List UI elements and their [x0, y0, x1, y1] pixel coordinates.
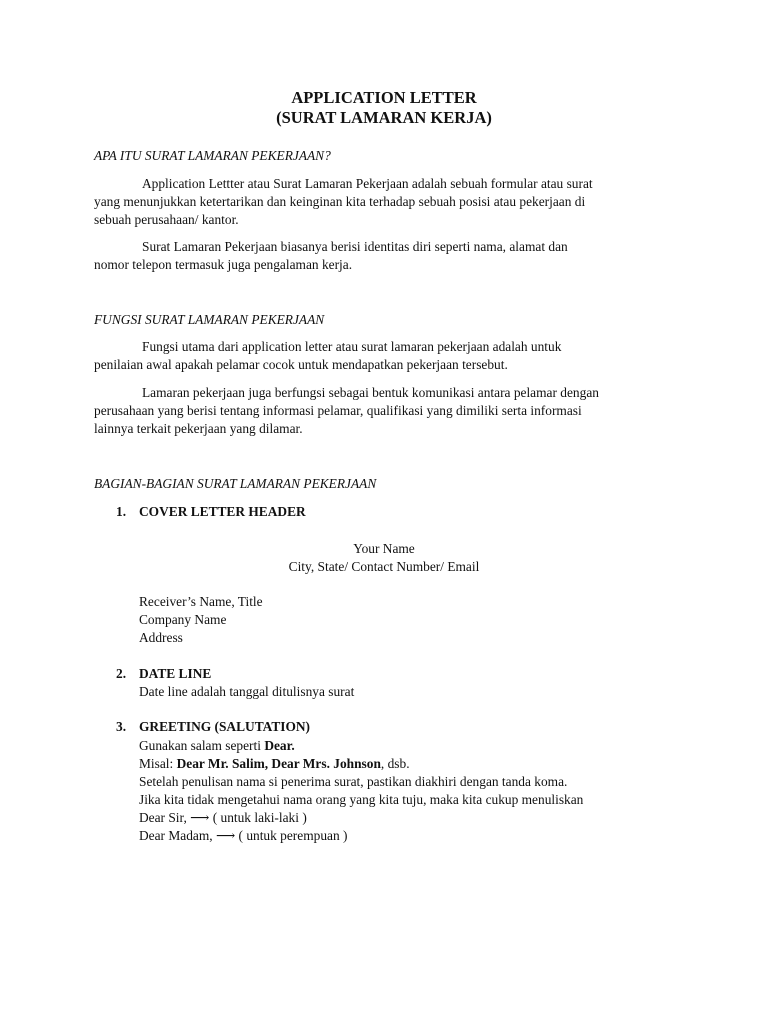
- item-title-greeting: GREETING (SALUTATION): [139, 719, 311, 734]
- paragraph-line: penilaian awal apakah pelamar cocok untuk mendapatkan pekerjaan tersebut.: [94, 357, 508, 372]
- item-title-date-line: DATE LINE: [139, 666, 212, 681]
- greeting-line-1: [139, 737, 295, 755]
- paragraph-line: Application Lettter atau Surat Lamaran Pekerjaan adalah sebuah formular atau surat: [142, 176, 593, 191]
- document-subtitle: (SURAT LAMARAN KERJA): [276, 108, 492, 127]
- document-title: APPLICATION LETTER: [291, 88, 477, 107]
- your-name-line: Your Name: [353, 541, 415, 556]
- list-number: 2.: [116, 666, 127, 681]
- paragraph-line: lainnya terkait pekerjaan yang dilamar.: [94, 421, 303, 436]
- receiver-line: Address: [139, 630, 183, 645]
- greeting-line-6: Dear Madam, ⟶ ( untuk perempuan ): [139, 828, 348, 843]
- paragraph-line: perusahaan yang berisi tentang informasi pelamar, qualifikasi yang dimiliki serta informasi: [94, 403, 582, 418]
- paragraph-line: nomor telepon termasuk juga pengalaman kerja.: [94, 257, 353, 272]
- paragraph-line: Surat Lamaran Pekerjaan biasanya berisi identitas diri seperti nama, alamat dan: [142, 239, 568, 254]
- paragraph-line: sebuah perusahaan/ kantor.: [94, 212, 239, 227]
- list-number: 1.: [116, 504, 127, 519]
- greeting-line-4: Jika kita tidak mengetahui nama orang yang kita tuju, maka kita cukup menuliskan: [139, 792, 584, 807]
- greeting-bold-text: Dear.: [264, 738, 295, 753]
- paragraph-line: Fungsi utama dari application letter atau surat lamaran pekerjaan adalah untuk: [142, 339, 562, 354]
- greeting-line-5: Dear Sir, ⟶ ( untuk laki-laki ): [139, 810, 307, 825]
- item-title-cover-letter-header: COVER LETTER HEADER: [139, 504, 306, 519]
- greeting-text: Misal:: [139, 756, 177, 771]
- paragraph-line: Lamaran pekerjaan juga berfungsi sebagai bentuk komunikasi antara pelamar dengan: [142, 385, 599, 400]
- list-number: 3.: [116, 719, 127, 734]
- greeting-text: Gunakan salam seperti: [139, 738, 265, 753]
- section-heading-apa-itu: APA ITU SURAT LAMARAN PEKERJAAN?: [94, 148, 331, 163]
- greeting-line-2: [139, 755, 410, 773]
- section-heading-fungsi: FUNGSI SURAT LAMARAN PEKERJAAN: [94, 312, 325, 327]
- section-heading-bagian: BAGIAN-BAGIAN SURAT LAMARAN PEKERJAAN: [94, 476, 377, 491]
- receiver-line: Receiver’s Name, Title: [139, 594, 263, 609]
- city-contact-line: City, State/ Contact Number/ Email: [288, 559, 480, 574]
- receiver-line: Company Name: [139, 612, 227, 627]
- greeting-bold-text: Dear Mr. Salim, Dear Mrs. Johnson: [176, 756, 381, 771]
- greeting-line-3: Setelah penulisan nama si penerima surat, pastikan diakhiri dengan tanda koma.: [139, 774, 568, 789]
- paragraph-line: yang menunjukkan ketertarikan dan keinginan kita terhadap sebuah posisi atau pekerjaan di: [94, 194, 586, 209]
- greeting-text: , dsb.: [380, 756, 410, 771]
- date-line-description: Date line adalah tanggal ditulisnya surat: [139, 684, 355, 699]
